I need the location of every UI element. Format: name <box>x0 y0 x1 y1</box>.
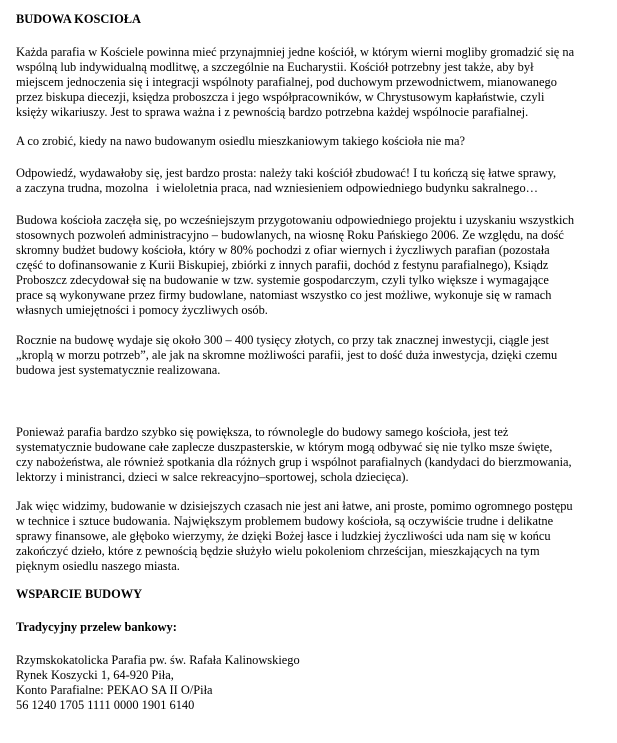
text-line: zakończyć dzieło, które z pewnością będzie służyło wielu pokoleniom chrześcijan, mieszkających na tym <box>16 544 540 558</box>
text-line: księży wikariuszy. Jest to sprawa ważna i z pewnością bardzo potrzebna każdej wspólnocie parafialnej. <box>16 105 529 119</box>
text-segment: a zaczyna trudna, mozolna <box>16 181 149 195</box>
text-line: Jak więc widzimy, budowanie w dzisiejszych czasach nie jest ani łatwe, ani proste, pomimo ogromnego postępu <box>16 499 573 513</box>
text-line: w technice i sztuce budowania. Największym problemem budowy kościoła, są oczywiście trudne i delikatne <box>16 514 554 528</box>
text-line: pięknym osiedlu naszego miasta. <box>16 559 180 573</box>
bank-address: Rynek Koszycki 1, 64-920 Piła, <box>16 668 174 682</box>
text-line: Budowa kościoła zaczęła się, po wcześniejszym przygotowaniu odpowiedniego projektu i uzyskaniu wszystkich <box>16 213 575 227</box>
text-line: część to dofinansowanie z Kurii Biskupiej, zbiórki z innych parafii, dochód z festynu parafialnego), Ksiądz <box>16 258 549 272</box>
bank-recipient: Rzymskokatolicka Parafia pw. św. Rafała Kalinowskiego <box>16 653 300 667</box>
text-line: skromny budżet budowy kościoła, który w 80% pochodzi z ofiar wiernych i życzliwych parafian (pozostała <box>16 243 550 257</box>
bank-account-number: 56 1240 1705 1111 0000 1901 6140 <box>16 698 195 712</box>
text-line: Każda parafia w Kościele powinna mieć przynajmniej jedne kościół, w którym wierni mogliby gromadzić się na <box>16 45 575 59</box>
text-line: prace są wykonywane przez firmy budowlane, natomiast wszystko co jest możliwe, wykonuje się w ramach <box>16 288 552 302</box>
text-line: budowa jest systematycznie realizowana. <box>16 363 221 377</box>
text-line: wspólną lub indywidualną modlitwę, a szczególnie na Eucharystii. Kościół potrzebny jest także, aby był <box>16 60 534 74</box>
text-line: przez biskupa diecezji, księdza proboszcza i jego współpracowników, w Chrystusowym kapłaństwie, czyli <box>16 90 545 104</box>
text-line: stosownych pozwoleń administracyjno – budowlanych, na wiosnę Roku Pańskiego 2006. Ze względu, na dość <box>16 228 564 242</box>
text-line: miejscem jednoczenia się i integracji wspólnoty parafialnej, pod duchowym przewodnictwem, mianowanego <box>16 75 557 89</box>
text-line: czy nabożeństwa, ale również spotkania dla różnych grup i wspólnot parafialnych (kandydaci do bierzmowania, <box>16 455 572 469</box>
paragraph-construction-start <box>16 213 574 318</box>
text-segment: i wieloletnia praca, nad wzniesieniem odpowiedniego budynku sakralnego… <box>156 181 539 195</box>
text-line <box>16 181 556 196</box>
paragraph-question <box>16 134 465 149</box>
bank-details <box>16 653 300 713</box>
paragraph-annual-cost <box>16 333 557 378</box>
bank-account-name: Konto Parafialne: PEKAO SA II O/Piła <box>16 683 213 697</box>
text-line: Rocznie na budowę wydaje się około 300 – 400 tysięcy złotych, co przy tak znacznej inwestycji, ciągle jest <box>16 333 549 347</box>
text-line: sprawy finansowe, ale głęboko wierzymy, że dzięki Bożej łasce i ludzkiej życzliwości uda nam się w końcu <box>16 529 551 543</box>
text-line: Proboszcz zdecydował się na budowanie w tzw. systemie gospodarczym, czyli tylko większe i wymagające <box>16 273 549 287</box>
text-line: Odpowiedź, wydawałoby się, jest bardzo prosta: należy taki kościół zbudować! I tu kończą się łatwe sprawy, <box>16 166 557 180</box>
text-line: własnych umiejętności i pomocy życzliwych osób. <box>16 303 268 317</box>
support-heading: WSPARCIE BUDOWY <box>16 587 143 601</box>
text-line: systematycznie budowane całe zaplecze duszpasterskie, w którym mogą odbywać się nie tylko msze święte, <box>16 440 553 454</box>
transfer-heading: Tradycyjny przelew bankowy: <box>16 620 177 634</box>
text-line: A co zrobić, kiedy na nawo budowanym osiedlu mieszkaniowym takiego kościoła nie ma? <box>16 134 466 148</box>
text-line: lektorzy i ministranci, dzieci w salce rekreacyjno–sportowej, schola dziecięca). <box>16 470 409 484</box>
paragraph-pastoral-facilities <box>16 425 572 485</box>
text-line: Ponieważ parafia bardzo szybko się powiększa, to równolegle do budowy samego kościoła, jest też <box>16 425 509 439</box>
paragraph-answer <box>16 166 556 196</box>
page-title: BUDOWA KOSCIOŁA <box>16 12 141 26</box>
paragraph-conclusion <box>16 499 573 574</box>
text-line: „kroplą w morzu potrzeb”, ale jak na skromne możliwości parafii, jest to dość duża inwestycja, dzięki czemu <box>16 348 558 362</box>
paragraph-intro <box>16 45 574 120</box>
